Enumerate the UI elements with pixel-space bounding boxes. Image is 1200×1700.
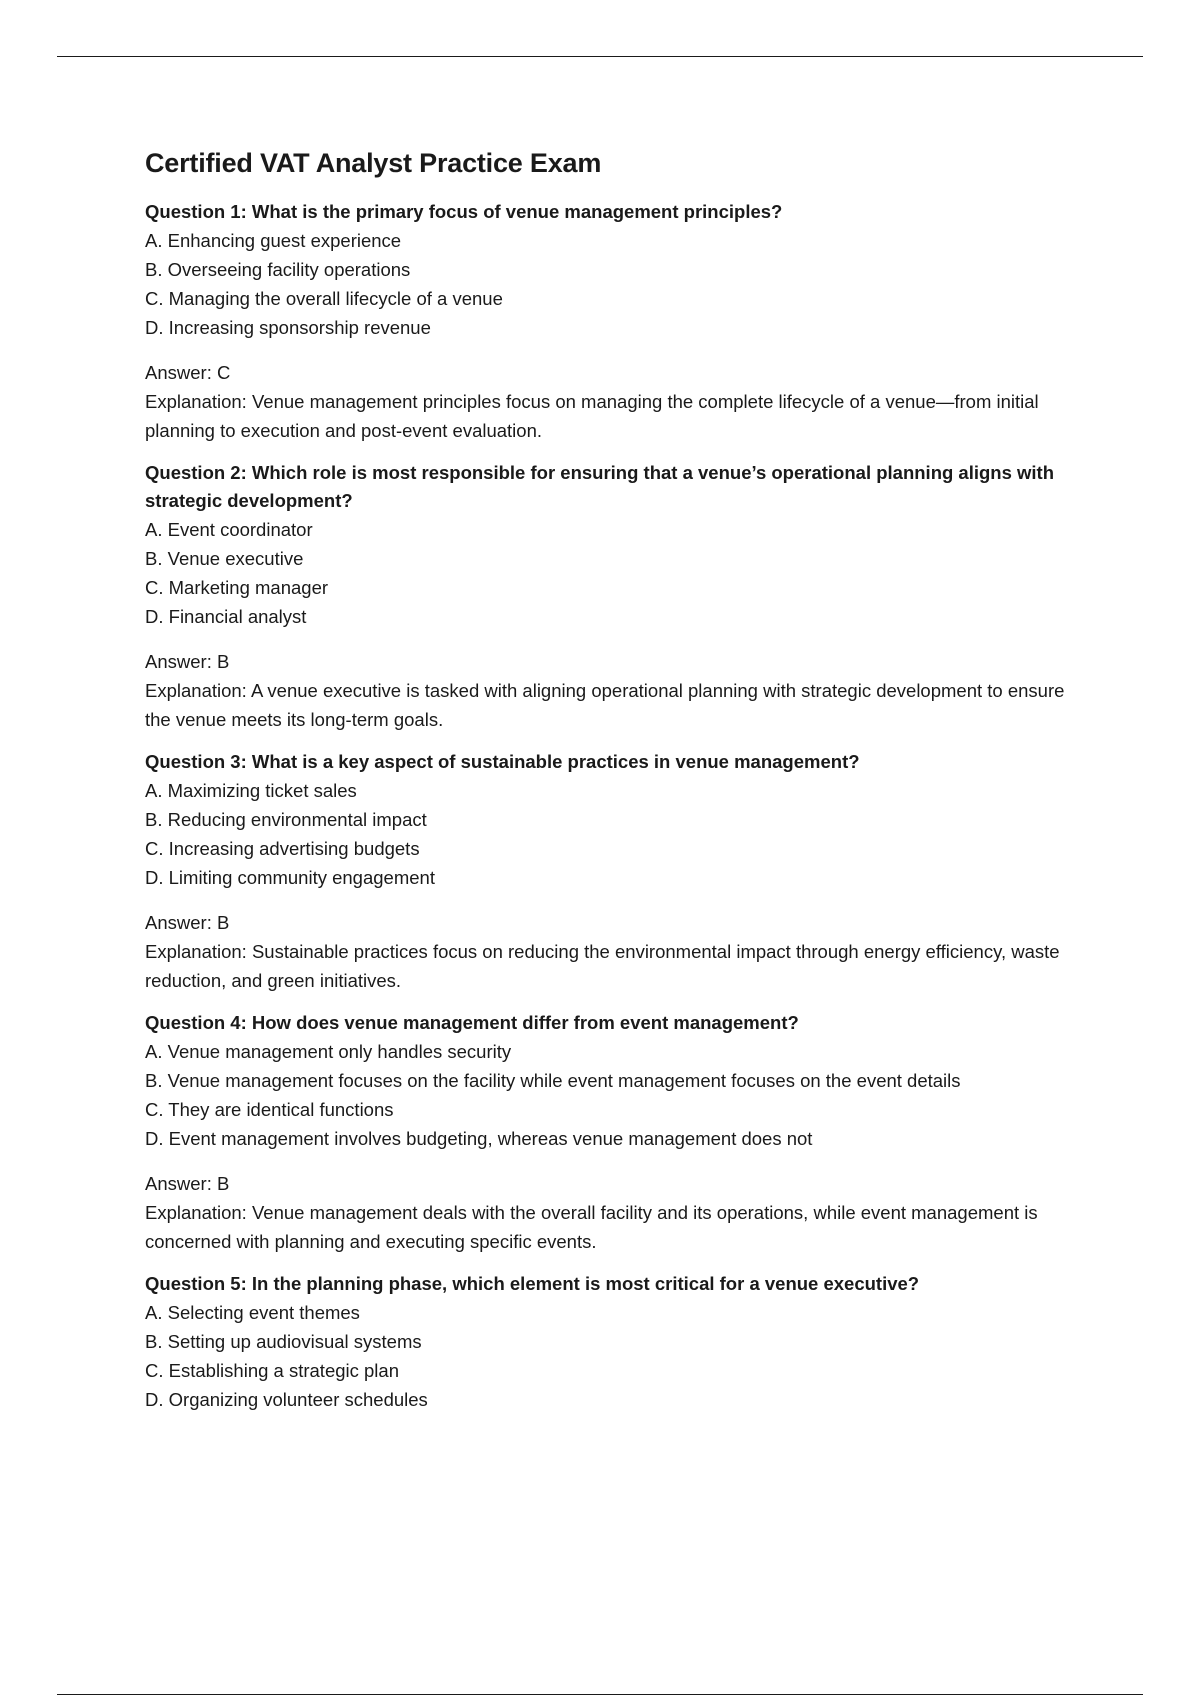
option-c: C. Managing the overall lifecycle of a venue (145, 288, 503, 309)
option-b: B. Reducing environmental impact (145, 809, 427, 830)
explanation-text: Explanation: A venue executive is tasked with aligning operational planning with strategic development to ensure the venue meets its long-term goals. (145, 680, 1065, 730)
option-c: C. Increasing advertising budgets (145, 838, 420, 859)
footer-rule (57, 1694, 1143, 1695)
explanation-text: Explanation: Sustainable practices focus on reducing the environmental impact through energy efficiency, waste reduction, and green initiatives. (145, 941, 1060, 991)
explanation-text: Explanation: Venue management principles focus on managing the complete lifecycle of a venue—from initial planning to execution and post-event evaluation. (145, 391, 1039, 441)
question-text: Question 5: In the planning phase, which element is most critical for a venue executive? (145, 1273, 920, 1294)
explanation-text: Explanation: Venue management deals with the overall facility and its operations, while event management is concerned with planning and executing specific events. (145, 1202, 1038, 1252)
question-block-4 (145, 1009, 1095, 1256)
question-text: Question 2: Which role is most responsible for ensuring that a venue’s operational planning aligns with strategic development? (145, 462, 1055, 511)
option-c: C. Marketing manager (145, 577, 329, 598)
answer-block (145, 358, 1095, 445)
answer-block (145, 647, 1095, 734)
question-block-2 (145, 459, 1095, 734)
answer-text: Answer: B (145, 651, 230, 672)
option-list (145, 1298, 1095, 1414)
option-c: C. Establishing a strategic plan (145, 1360, 399, 1381)
option-d: D. Increasing sponsorship revenue (145, 317, 431, 338)
option-list (145, 515, 1095, 631)
option-list (145, 226, 1095, 342)
option-d: D. Event management involves budgeting, whereas venue management does not (145, 1128, 813, 1149)
page-title: Certified VAT Analyst Practice Exam (145, 148, 602, 178)
option-b: B. Setting up audiovisual systems (145, 1331, 422, 1352)
answer-text: Answer: B (145, 1173, 230, 1194)
option-a: A. Maximizing ticket sales (145, 780, 357, 801)
option-a: A. Event coordinator (145, 519, 313, 540)
question-text: Question 1: What is the primary focus of venue management principles? (145, 201, 783, 222)
option-a: A. Enhancing guest experience (145, 230, 402, 251)
option-list (145, 776, 1095, 892)
option-a: A. Venue management only handles security (145, 1041, 512, 1062)
option-d: D. Organizing volunteer schedules (145, 1389, 428, 1410)
question-block-3 (145, 748, 1095, 995)
option-c: C. They are identical functions (145, 1099, 394, 1120)
option-b: B. Venue executive (145, 548, 304, 569)
question-text: Question 4: How does venue management differ from event management? (145, 1012, 799, 1033)
answer-text: Answer: C (145, 362, 231, 383)
answer-block (145, 908, 1095, 995)
option-a: A. Selecting event themes (145, 1302, 360, 1323)
question-block-5 (145, 1270, 1095, 1414)
header-rule (57, 56, 1143, 57)
answer-text: Answer: B (145, 912, 230, 933)
option-d: D. Financial analyst (145, 606, 307, 627)
option-b: B. Venue management focuses on the facility while event management focuses on the event details (145, 1070, 961, 1091)
option-list (145, 1037, 1095, 1153)
option-b: B. Overseeing facility operations (145, 259, 411, 280)
exam-content (145, 146, 1095, 1414)
option-d: D. Limiting community engagement (145, 867, 435, 888)
question-text: Question 3: What is a key aspect of sustainable practices in venue management? (145, 751, 860, 772)
question-block-1 (145, 198, 1095, 445)
answer-block (145, 1169, 1095, 1256)
